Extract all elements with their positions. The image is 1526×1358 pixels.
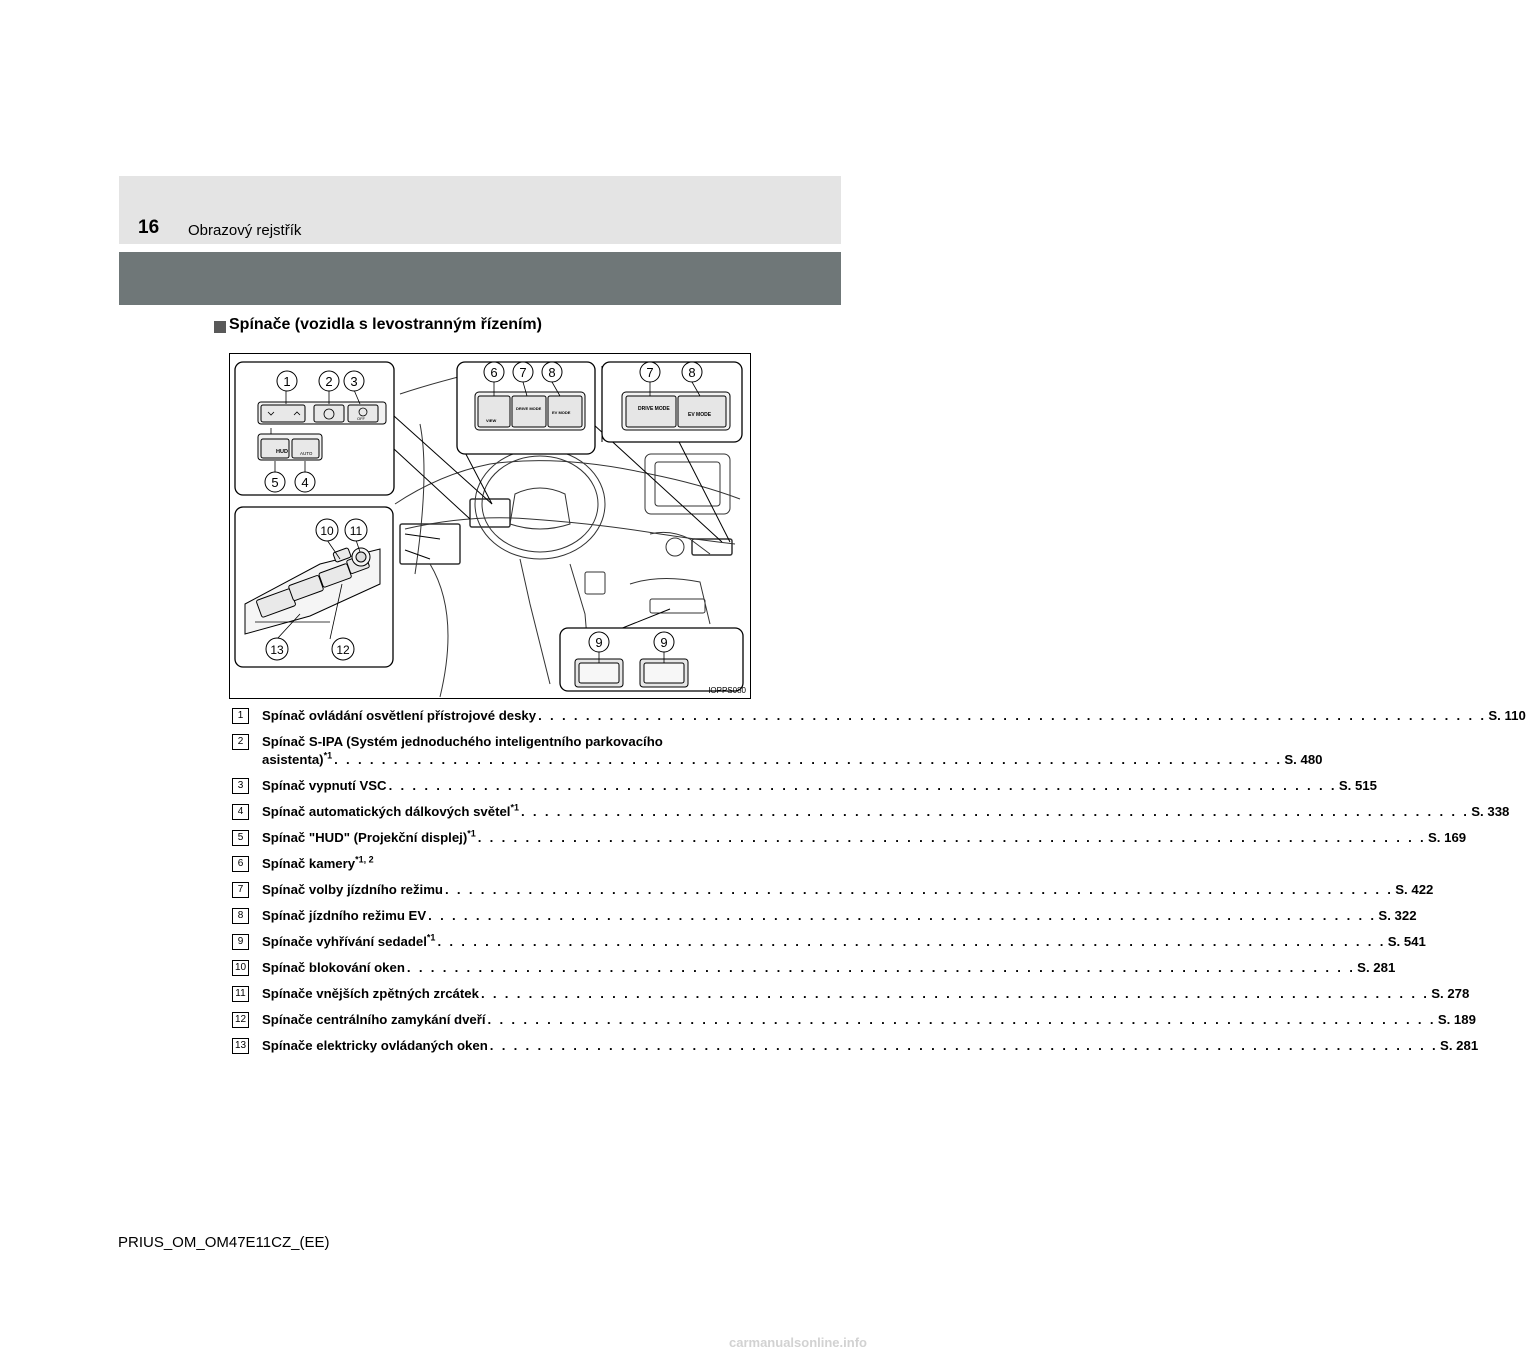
- page-reference: S. 480: [1284, 752, 1323, 767]
- list-item: [232, 985, 1470, 1003]
- page-reference: S. 541: [1387, 934, 1426, 949]
- figure-code: IOPPS080: [708, 686, 746, 695]
- page-reference: S. 422: [1395, 882, 1434, 897]
- footnote-marker: *1, 2: [355, 854, 374, 865]
- page-reference: S. 338: [1471, 804, 1510, 819]
- callout-11: 11: [349, 524, 363, 538]
- page-reference: S. 322: [1378, 908, 1417, 923]
- item-text: Spínač vypnutí VSC: [262, 778, 387, 793]
- auto-label: AUTO: [300, 451, 313, 456]
- page-reference: S. 281: [1357, 960, 1396, 975]
- item-number-badge: 2: [232, 734, 249, 750]
- item-number-badge: 13: [232, 1038, 249, 1054]
- page-reference: S. 281: [1440, 1038, 1479, 1053]
- footnote-marker: *1: [323, 750, 333, 761]
- item-text: Spínač volby jízdního režimu: [262, 882, 443, 897]
- ev-mode-label-a: EV MODE: [552, 410, 571, 415]
- section-square-icon: [214, 321, 226, 333]
- callout-13: 13: [270, 643, 284, 657]
- callout-4: 4: [301, 475, 309, 490]
- item-number-badge: 4: [232, 804, 249, 820]
- item-text: Spínače centrálního zamykání dveří: [262, 1012, 486, 1027]
- list-item: [232, 1037, 1479, 1055]
- leader-dots: . . . . . . . . . . . . . . . . . . . . . . . . . . . . . . . . . . . . . . . . . . . . . . . . . . . . . . . . . . . . . . . . . . . . . . . . . . . . . . . .: [406, 960, 1356, 975]
- drive-mode-label-b: DRIVE MODE: [638, 406, 670, 412]
- page-reference: S. 515: [1338, 778, 1377, 793]
- leader-dots: . . . . . . . . . . . . . . . . . . . . . . . . . . . . . . . . . . . . . . . . . . . . . . . . . . . . . . . . . . . . . . . . . . . . . . . . . . . . . . . .: [445, 882, 1394, 897]
- leader-dots: . . . . . . . . . . . . . . . . . . . . . . . . . . . . . . . . . . . . . . . . . . . . . . . . . . . . . . . . . . . . . . . . . . . . . . . . . . . . . . . .: [489, 1038, 1439, 1053]
- list-item: [232, 733, 1323, 769]
- item-number-badge: 10: [232, 960, 249, 976]
- item-text: Spínač jízdního režimu EV: [262, 908, 427, 923]
- leader-dots: . . . . . . . . . . . . . . . . . . . . . . . . . . . . . . . . . . . . . . . . . . . . . . . . . . . . . . . . . . . . . . . . . . . . . . . . . . . . . . . .: [487, 1012, 1436, 1027]
- list-item: [232, 932, 1426, 951]
- callout-7a: 7: [519, 365, 527, 380]
- ev-mode-label-b: EV MODE: [688, 412, 712, 418]
- watermark: carmanualsonline.info: [729, 1335, 867, 1350]
- list-item: [232, 959, 1396, 977]
- document-code: PRIUS_OM_OM47E11CZ_(EE): [118, 1234, 330, 1251]
- leader-dots: . . . . . . . . . . . . . . . . . . . . . . . . . . . . . . . . . . . . . . . . . . . . . . . . . . . . . . . . . . . . . . . . . . . . . . . . . . . . . . . .: [437, 934, 1386, 949]
- footnote-marker: *1: [467, 828, 476, 839]
- page-reference: S. 110: [1488, 708, 1526, 723]
- item-number-badge: 1: [232, 708, 249, 724]
- callout-9b: 9: [660, 635, 668, 650]
- item-text: Spínač blokování oken: [262, 960, 405, 975]
- callout-2: 2: [325, 374, 333, 389]
- list-item: [232, 707, 1526, 725]
- off-label: OFF: [357, 416, 365, 421]
- callout-12: 12: [336, 643, 350, 657]
- item-number-badge: 9: [232, 934, 249, 950]
- list-item: [232, 1011, 1476, 1029]
- item-text: Spínač "HUD" (Projekční displej): [262, 830, 468, 845]
- callout-6: 6: [490, 365, 498, 380]
- item-number-badge: 3: [232, 778, 249, 794]
- leader-dots: . . . . . . . . . . . . . . . . . . . . . . . . . . . . . . . . . . . . . . . . . . . . . . . . . . . . . . . . . . . . . . . . . . . . . . . . . . . . . . . .: [521, 804, 1470, 819]
- item-number-badge: 12: [232, 1012, 249, 1028]
- switch-reference-list: [232, 707, 1526, 1063]
- hud-label: HUD: [276, 449, 288, 455]
- item-number-badge: 6: [232, 856, 249, 872]
- callout-1: 1: [283, 374, 291, 389]
- footnote-marker: *1: [510, 802, 519, 813]
- leader-dots: . . . . . . . . . . . . . . . . . . . . . . . . . . . . . . . . . . . . . . . . . . . . . . . . . . . . . . . . . . . . . . . . . . . . . . . . . . . . . . . .: [334, 752, 1283, 767]
- callout-3: 3: [350, 374, 358, 389]
- footnote-marker: *1: [426, 932, 436, 943]
- callout-8b: 8: [688, 365, 696, 380]
- item-number-badge: 11: [232, 986, 249, 1002]
- page-reference: S. 278: [1431, 986, 1470, 1001]
- callout-9a: 9: [595, 635, 603, 650]
- callout-8a: 8: [548, 365, 556, 380]
- list-item: [232, 802, 1510, 821]
- list-item: [232, 777, 1377, 795]
- item-text: Spínače vyhřívání sedadel: [262, 934, 427, 949]
- item-number-badge: 5: [232, 830, 249, 846]
- item-number-badge: 7: [232, 882, 249, 898]
- leader-dots: . . . . . . . . . . . . . . . . . . . . . . . . . . . . . . . . . . . . . . . . . . . . . . . . . . . . . . . . . . . . . . . . . . . . . . . . . . . . . . . .: [477, 830, 1427, 845]
- callout-10: 10: [320, 524, 334, 538]
- callout-7b: 7: [646, 365, 654, 380]
- list-item: [232, 907, 1417, 925]
- section-title: Spínače (vozidla s levostranným řízením): [229, 316, 542, 333]
- item-text: Spínač ovládání osvětlení přístrojové desky: [262, 708, 537, 723]
- chapter-title: Obrazový rejstřík: [188, 222, 302, 239]
- leader-dots: . . . . . . . . . . . . . . . . . . . . . . . . . . . . . . . . . . . . . . . . . . . . . . . . . . . . . . . . . . . . . . . . . . . . . . . . . . . . . . . .: [480, 986, 1430, 1001]
- item-text: Spínač kamery: [262, 856, 356, 871]
- item-text: Spínače vnějších zpětných zrcátek: [262, 986, 479, 1001]
- drive-mode-label-a: DRIVE MODE: [516, 406, 542, 411]
- page-reference: S. 169: [1428, 830, 1467, 845]
- switches-illustration: [229, 353, 751, 699]
- view-label: VIEW: [486, 418, 497, 423]
- list-item: [232, 828, 1467, 847]
- leader-dots: . . . . . . . . . . . . . . . . . . . . . . . . . . . . . . . . . . . . . . . . . . . . . . . . . . . . . . . . . . . . . . . . . . . . . . . . . . . . . . . .: [388, 778, 1337, 793]
- list-item: [232, 855, 724, 873]
- leader-dots: . . . . . . . . . . . . . . . . . . . . . . . . . . . . . . . . . . . . . . . . . . . . . . . . . . . . . . . . . . . . . . . . . . . . . . . . . . . . . . . .: [428, 908, 1377, 923]
- item-number-badge: 8: [232, 908, 249, 924]
- callout-5: 5: [271, 475, 279, 490]
- leader-dots: . . . . . . . . . . . . . . . . . . . . . . . . . . . . . . . . . . . . . . . . . . . . . . . . . . . . . . . . . . . . . . . . . . . . . . . . . . . . . . . .: [538, 708, 1487, 723]
- page-number: 16: [138, 217, 160, 238]
- list-item: [232, 881, 1434, 899]
- page-reference: S. 189: [1437, 1012, 1476, 1027]
- item-text: Spínač automatických dálkových světel: [262, 804, 511, 819]
- item-text-cont: asistenta): [262, 752, 324, 767]
- header-dark-band: [119, 252, 841, 305]
- item-text: Spínače elektricky ovládaných oken: [262, 1038, 488, 1053]
- item-text: Spínač S-IPA (Systém jednoduchého inteligentního parkovacího: [262, 734, 663, 749]
